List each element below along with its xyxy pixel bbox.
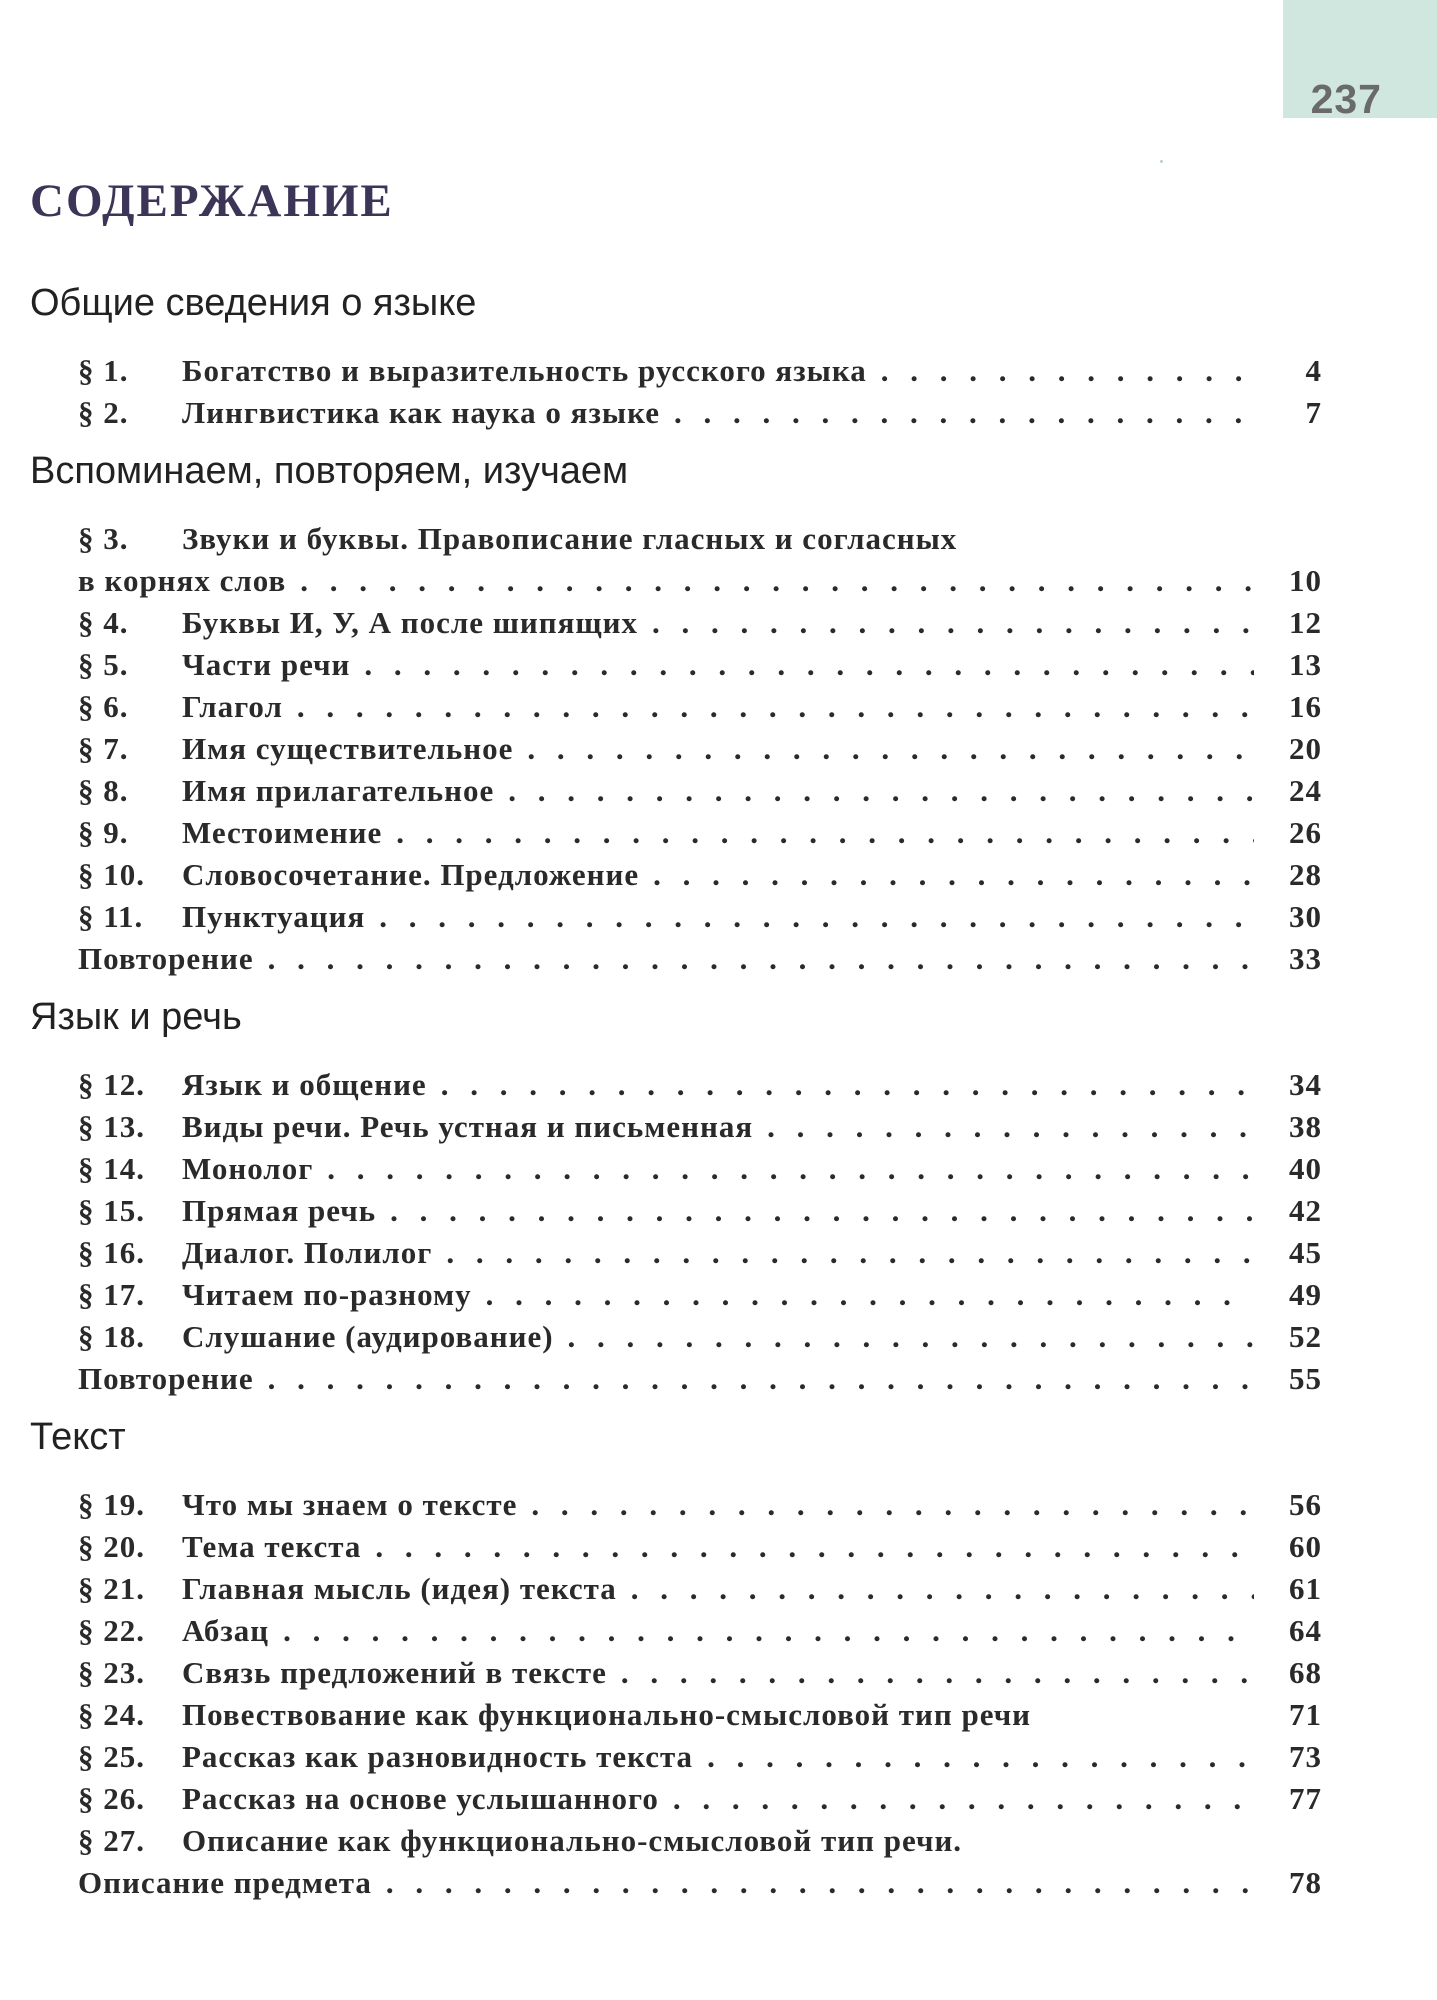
paragraph-number: § 17. xyxy=(78,1277,145,1312)
page-reference: 68 xyxy=(1289,1655,1322,1690)
entry-title: Повторение xyxy=(78,1361,254,1396)
dot-leader xyxy=(375,1526,1254,1568)
toc-entry[interactable] xyxy=(30,1652,1322,1694)
dot-leader xyxy=(653,854,1254,896)
paragraph-number: § 7. xyxy=(78,731,129,766)
page-reference: 61 xyxy=(1289,1571,1322,1606)
dot-leader xyxy=(396,812,1254,854)
page-reference: 16 xyxy=(1289,689,1322,724)
toc-entry-continuation[interactable] xyxy=(30,560,1322,602)
entry-title: Словосочетание. Предложение xyxy=(182,857,640,892)
page-reference: 33 xyxy=(1289,941,1322,976)
dot-leader xyxy=(300,560,1254,602)
entry-title: Прямая речь xyxy=(182,1193,377,1228)
entry-title: Звуки и буквы. Правописание гласных и согласных xyxy=(182,521,958,556)
table-of-contents xyxy=(30,270,1322,1904)
dot-leader xyxy=(707,1736,1254,1778)
entry-title: Повествование как функционально-смысловой тип речи xyxy=(182,1697,1032,1732)
toc-entry[interactable] xyxy=(30,896,1322,938)
toc-entry[interactable] xyxy=(30,686,1322,728)
entry-title: Лингвистика как наука о языке xyxy=(182,395,660,430)
toc-entry[interactable] xyxy=(30,644,1322,686)
paragraph-number: § 18. xyxy=(78,1319,145,1354)
entry-title: Что мы знаем о тексте xyxy=(182,1487,518,1522)
page-reference: 64 xyxy=(1289,1613,1322,1648)
paragraph-number: § 14. xyxy=(78,1151,145,1186)
dot-leader xyxy=(386,1862,1254,1904)
entry-title-continuation: в корнях слов xyxy=(78,563,287,598)
entry-title: Абзац xyxy=(182,1613,270,1648)
dot-leader xyxy=(297,686,1254,728)
paragraph-number: § 3. xyxy=(78,521,129,556)
paragraph-number: § 27. xyxy=(78,1823,145,1858)
paragraph-number: § 8. xyxy=(78,773,129,808)
entry-title: Местоимение xyxy=(182,815,383,850)
paragraph-number: § 23. xyxy=(78,1655,145,1690)
paragraph-number: § 6. xyxy=(78,689,129,724)
page-reference: 34 xyxy=(1289,1067,1322,1102)
page-reference: 40 xyxy=(1289,1151,1322,1186)
page-reference: 30 xyxy=(1289,899,1322,934)
page-title: СОДЕРЖАНИЕ xyxy=(30,175,394,227)
dot-leader xyxy=(364,644,1254,686)
toc-entry[interactable] xyxy=(30,1736,1322,1778)
page-reference: 77 xyxy=(1289,1781,1322,1816)
entry-title: Богатство и выразительность русского языка xyxy=(182,353,867,388)
entry-title: Рассказ как разновидность текста xyxy=(182,1739,694,1774)
toc-entry[interactable] xyxy=(30,1232,1322,1274)
paragraph-number: § 21. xyxy=(78,1571,145,1606)
paragraph-number: § 25. xyxy=(78,1739,145,1774)
paragraph-number: § 2. xyxy=(78,395,129,430)
dot-leader xyxy=(652,602,1254,644)
entry-title: Диалог. Полилог xyxy=(182,1235,433,1270)
entry-title: Рассказ на основе услышанного xyxy=(182,1781,659,1816)
toc-entry[interactable] xyxy=(30,1526,1322,1568)
entry-title: Читаем по-разному xyxy=(182,1277,472,1312)
toc-entry-continuation[interactable] xyxy=(30,1862,1322,1904)
page-reference: 7 xyxy=(1305,395,1322,430)
dot-leader xyxy=(268,938,1254,980)
dot-leader xyxy=(621,1652,1254,1694)
toc-entry[interactable] xyxy=(30,1694,1322,1736)
toc-entry[interactable] xyxy=(30,1484,1322,1526)
entry-title: Виды речи. Речь устная и письменная xyxy=(182,1109,754,1144)
entry-title: Описание как функционально-смысловой тип речи. xyxy=(182,1823,963,1858)
page-reference: 56 xyxy=(1289,1487,1322,1522)
page-reference: 20 xyxy=(1289,731,1322,766)
paragraph-number: § 16. xyxy=(78,1235,145,1270)
paragraph-number: § 13. xyxy=(78,1109,145,1144)
toc-entry[interactable] xyxy=(30,1610,1322,1652)
paragraph-number: § 10. xyxy=(78,857,145,892)
paragraph-number: § 26. xyxy=(78,1781,145,1816)
page-reference: 60 xyxy=(1289,1529,1322,1564)
section-heading: Язык и речь xyxy=(30,996,242,1038)
paragraph-number: § 15. xyxy=(78,1193,145,1228)
toc-entry[interactable] xyxy=(30,1106,1322,1148)
page-reference: 26 xyxy=(1289,815,1322,850)
section-heading: Общие сведения о языке xyxy=(30,282,477,324)
page-reference: 13 xyxy=(1289,647,1322,682)
paragraph-number: § 4. xyxy=(78,605,129,640)
page-reference: 28 xyxy=(1289,857,1322,892)
section-heading: Текст xyxy=(30,1416,126,1458)
entry-title: Имя существительное xyxy=(182,731,514,766)
dot-leader xyxy=(441,1064,1254,1106)
toc-entry[interactable] xyxy=(30,854,1322,896)
entry-title: Части речи xyxy=(182,647,351,682)
page-reference: 49 xyxy=(1289,1277,1322,1312)
entry-title: Буквы И, У, А после шипящих xyxy=(182,605,638,640)
entry-title: Пунктуация xyxy=(182,899,366,934)
toc-entry[interactable] xyxy=(30,812,1322,854)
dot-leader xyxy=(327,1148,1254,1190)
page-reference: 45 xyxy=(1289,1235,1322,1270)
page-reference: 78 xyxy=(1289,1865,1322,1900)
page-reference: 38 xyxy=(1289,1109,1322,1144)
dot-leader xyxy=(531,1484,1254,1526)
paper-speck xyxy=(1160,160,1163,163)
dot-leader xyxy=(486,1274,1254,1316)
dot-leader xyxy=(881,350,1254,392)
toc-entry[interactable] xyxy=(30,602,1322,644)
page-reference: 71 xyxy=(1289,1697,1322,1732)
entry-title: Монолог xyxy=(182,1151,314,1186)
entry-title: Главная мысль (идея) текста xyxy=(182,1571,617,1606)
entry-title: Связь предложений в тексте xyxy=(182,1655,607,1690)
paragraph-number: § 11. xyxy=(78,899,144,934)
toc-entry[interactable] xyxy=(30,518,1322,560)
toc-entry[interactable] xyxy=(30,1064,1322,1106)
toc-entry[interactable] xyxy=(30,770,1322,812)
toc-entry[interactable] xyxy=(30,392,1322,434)
dot-leader xyxy=(673,1778,1254,1820)
entry-title-continuation: Описание предмета xyxy=(78,1865,372,1900)
entry-title: Глагол xyxy=(182,689,283,724)
toc-entry[interactable] xyxy=(30,1316,1322,1358)
page-reference: 4 xyxy=(1305,353,1322,388)
dot-leader xyxy=(568,1316,1254,1358)
entry-title: Повторение xyxy=(78,941,254,976)
dot-leader xyxy=(283,1610,1254,1652)
paragraph-number: § 20. xyxy=(78,1529,145,1564)
dot-leader xyxy=(508,770,1254,812)
toc-entry[interactable] xyxy=(30,1274,1322,1316)
dot-leader xyxy=(379,896,1254,938)
toc-entry[interactable] xyxy=(30,350,1322,392)
dot-leader xyxy=(268,1358,1254,1400)
toc-entry[interactable] xyxy=(30,1148,1322,1190)
page-reference: 73 xyxy=(1289,1739,1322,1774)
paragraph-number: § 24. xyxy=(78,1697,145,1732)
toc-entry[interactable] xyxy=(30,1568,1322,1610)
toc-entry[interactable] xyxy=(30,1190,1322,1232)
entry-title: Имя прилагательное xyxy=(182,773,495,808)
paragraph-number: § 1. xyxy=(78,353,129,388)
section-heading: Вспоминаем, повторяем, изучаем xyxy=(30,450,629,492)
page-number: 237 xyxy=(1310,76,1382,122)
dot-leader xyxy=(446,1232,1254,1274)
dot-leader xyxy=(631,1568,1254,1610)
page-reference: 10 xyxy=(1289,563,1322,598)
entry-title: Язык и общение xyxy=(182,1067,427,1102)
entry-title: Слушание (аудирование) xyxy=(182,1319,554,1354)
toc-entry[interactable] xyxy=(30,1358,1322,1400)
entry-title: Тема текста xyxy=(182,1529,362,1564)
page-reference: 42 xyxy=(1289,1193,1322,1228)
toc-entry[interactable] xyxy=(30,938,1322,980)
toc-entry[interactable] xyxy=(30,1820,1322,1862)
paragraph-number: § 19. xyxy=(78,1487,145,1522)
page-reference: 12 xyxy=(1289,605,1322,640)
dot-leader xyxy=(767,1106,1254,1148)
page-reference: 52 xyxy=(1289,1319,1322,1354)
toc-entry[interactable] xyxy=(30,1778,1322,1820)
dot-leader xyxy=(527,728,1254,770)
page-reference: 24 xyxy=(1289,773,1322,808)
paragraph-number: § 5. xyxy=(78,647,129,682)
page-reference: 55 xyxy=(1289,1361,1322,1396)
paragraph-number: § 22. xyxy=(78,1613,145,1648)
dot-leader xyxy=(390,1190,1254,1232)
paragraph-number: § 12. xyxy=(78,1067,145,1102)
toc-entry[interactable] xyxy=(30,728,1322,770)
paragraph-number: § 9. xyxy=(78,815,129,850)
dot-leader xyxy=(674,392,1254,434)
